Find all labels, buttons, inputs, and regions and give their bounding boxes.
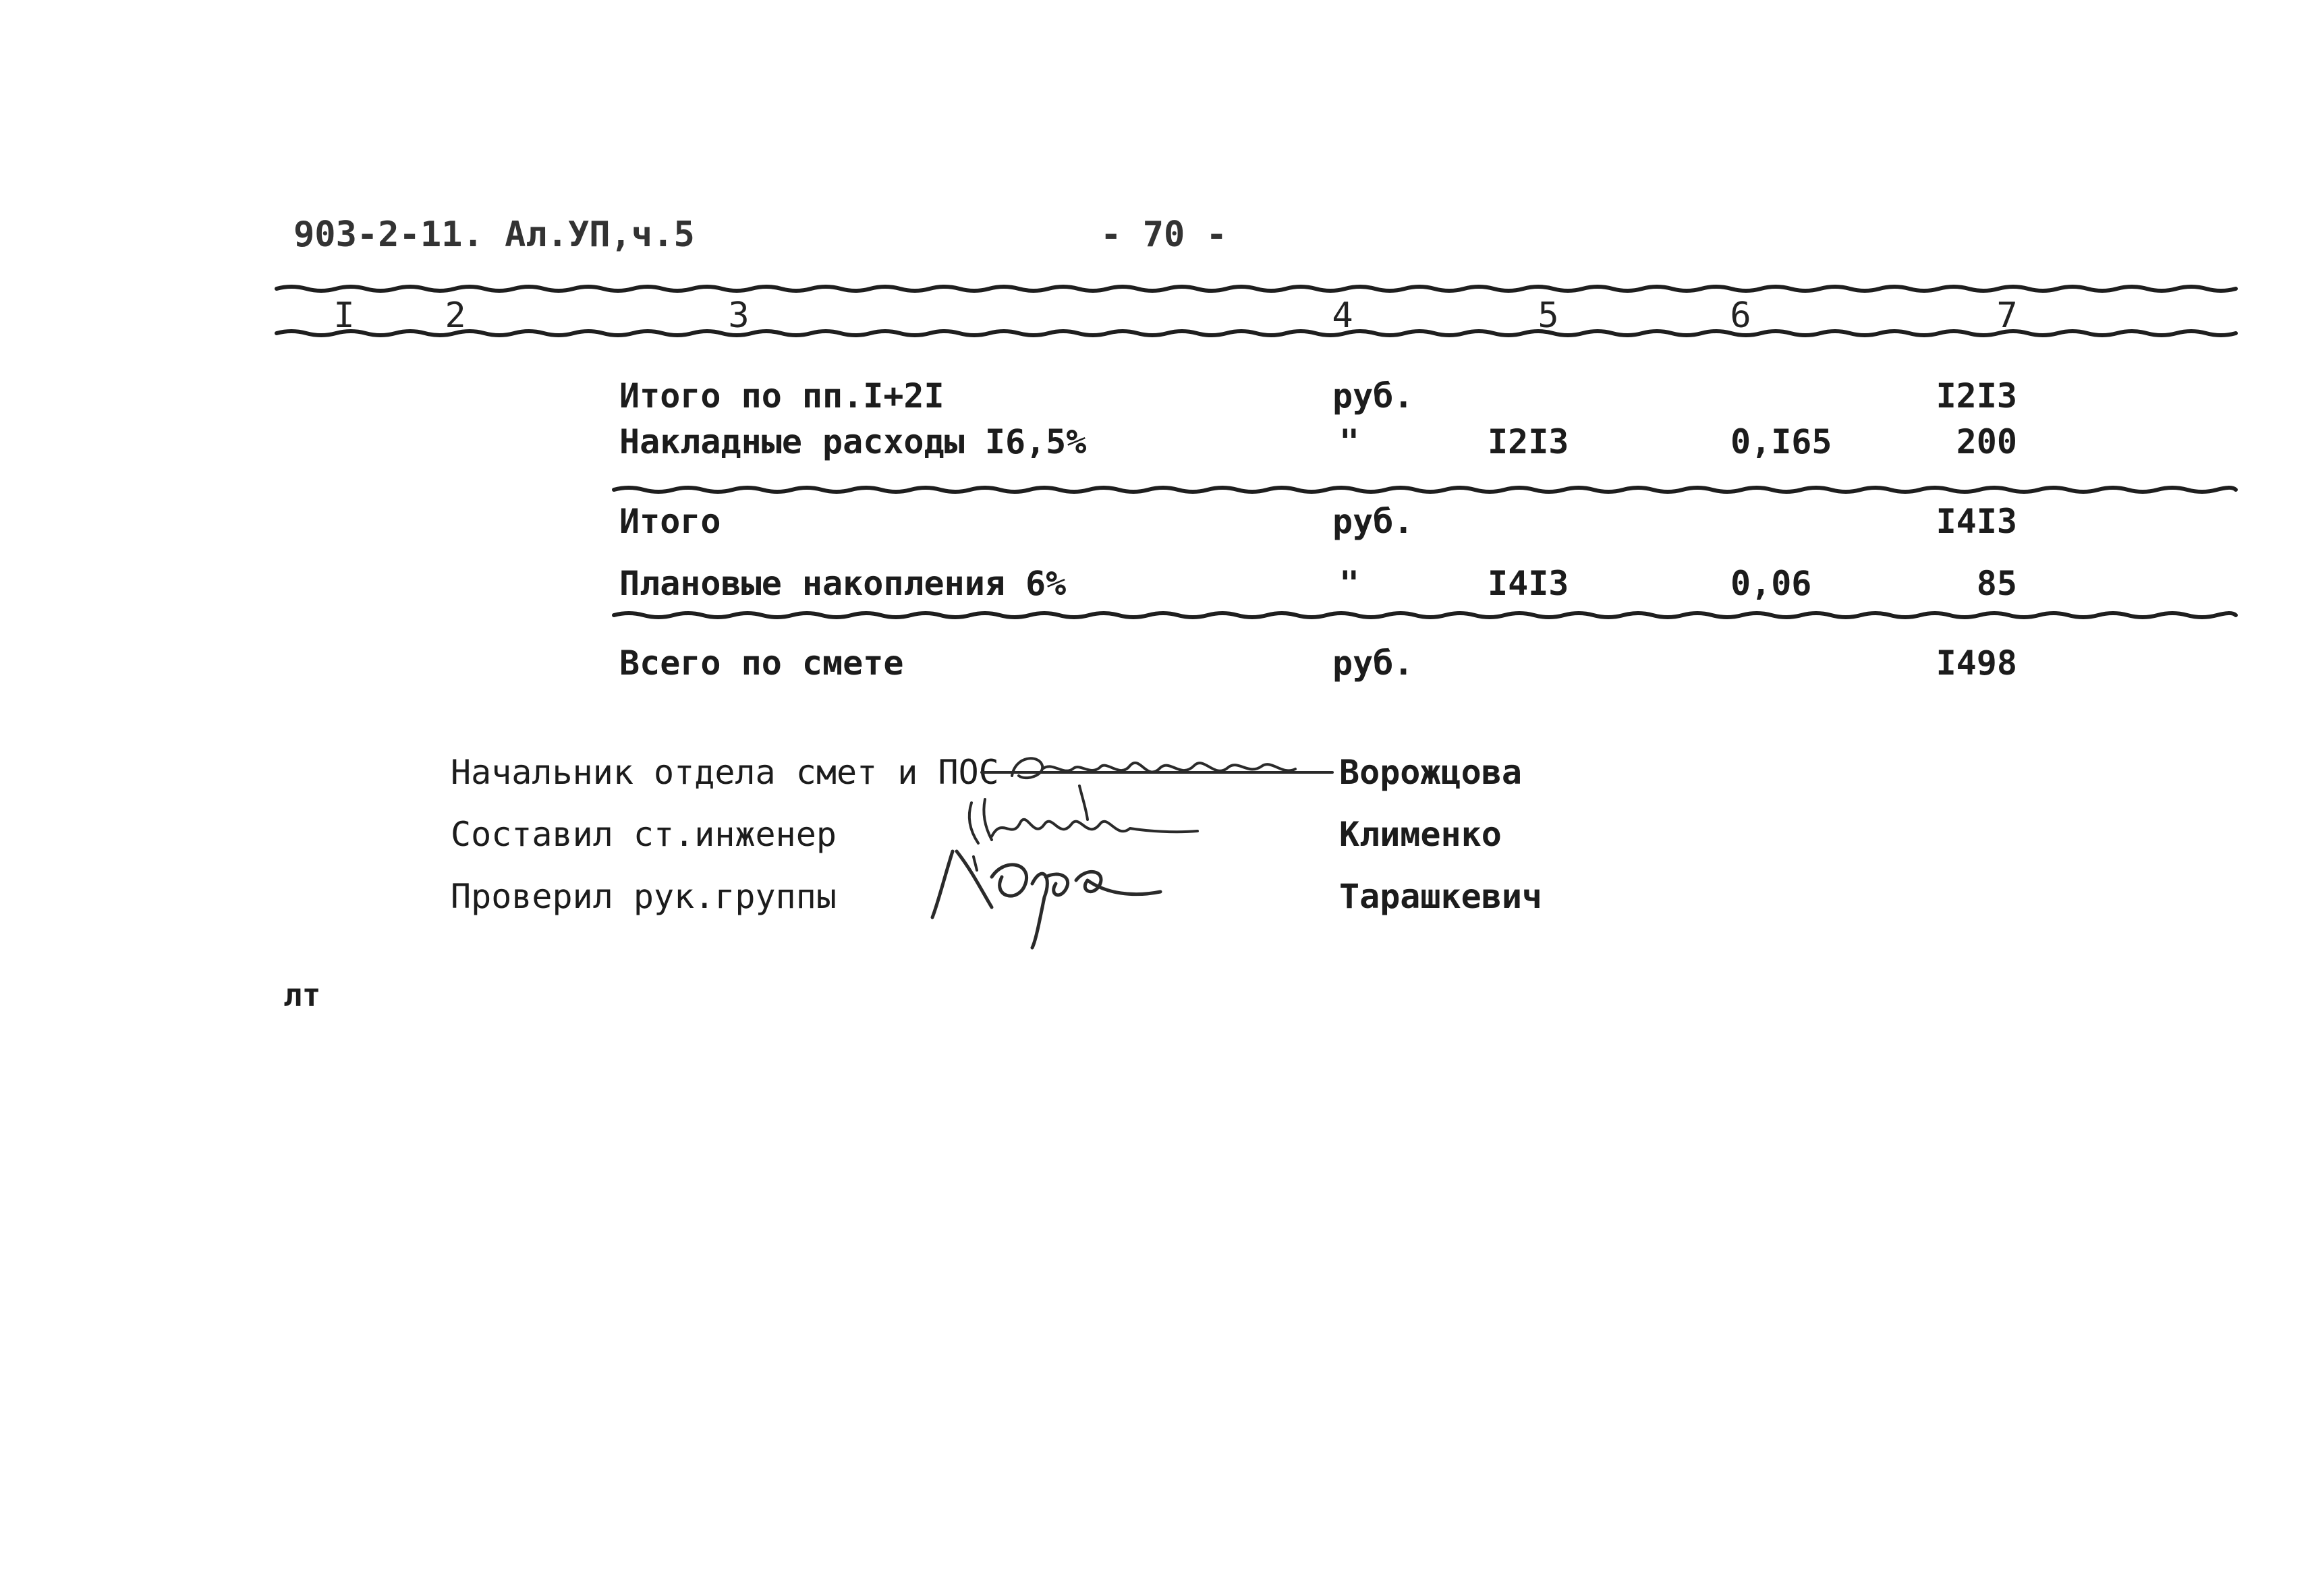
row-base: I4I3 [1488, 564, 1569, 603]
signature-name: Клименко [1339, 815, 1502, 854]
signature-role: Начальник отдела смет и ПОС [451, 753, 999, 792]
column-number-6: 6 [1730, 295, 1751, 336]
row-amount: 200 [1956, 422, 2017, 461]
row-rate: 0,I65 [1730, 422, 1832, 461]
signature-name: Тарашкевич [1339, 877, 1543, 916]
column-number-4: 4 [1332, 295, 1353, 336]
signature-name: Ворожцова [1339, 753, 1522, 792]
row-unit: руб. [1332, 644, 1414, 683]
signature-tarashkevich-drawing [932, 851, 1160, 948]
row-unit: руб. [1332, 502, 1414, 541]
row-amount: I498 [1936, 644, 2017, 683]
column-number-7: 7 [1996, 295, 2018, 336]
row-amount: I4I3 [1936, 502, 2017, 541]
row-unit: руб. [1332, 376, 1414, 416]
row-base: I2I3 [1488, 422, 1569, 461]
column-number-5: 5 [1538, 295, 1559, 336]
signature-role: Проверил рук.группы [451, 877, 837, 916]
page-number: - 70 - [1100, 215, 1227, 255]
column-number-2: 2 [445, 295, 466, 336]
column-number-3: 3 [728, 295, 750, 336]
signature-role: Составил ст.инженер [451, 815, 837, 854]
document-code: 903-2-11. Ал.УП,ч.5 [293, 215, 695, 255]
row-amount: 85 [1976, 564, 2017, 603]
row-description: Итого [619, 502, 721, 541]
row-unit: " [1339, 564, 1360, 603]
signature-vorozhtsova-drawing [982, 758, 1332, 820]
signature-klimenko-drawing [969, 799, 1197, 870]
column-number-1: I [333, 295, 355, 336]
row-description: Итого по пп.I+2I [619, 376, 944, 416]
footer-mark: лт [283, 977, 321, 1013]
row-description: Всего по смете [619, 644, 904, 683]
row-description: Плановые накопления 6% [619, 564, 1067, 603]
row-amount: I2I3 [1936, 376, 2017, 416]
row-description: Накладные расходы I6,5% [619, 422, 1087, 461]
row-unit: " [1339, 422, 1360, 461]
row-rate: 0,06 [1730, 564, 1812, 603]
